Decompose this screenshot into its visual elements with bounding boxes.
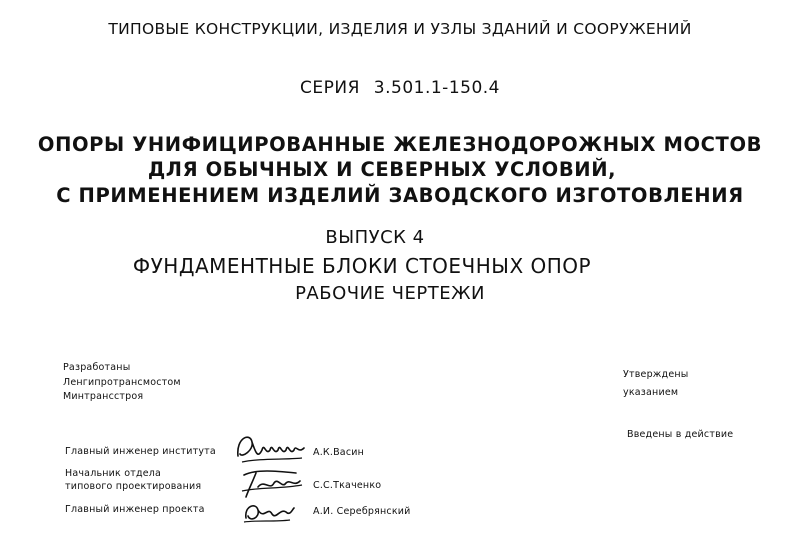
signature-vasin <box>232 428 312 470</box>
staff-2-position-line-1: Начальник отдела <box>65 468 162 479</box>
series-label: СЕРИЯ <box>299 78 360 98</box>
enacted-label: Введены в действие <box>627 429 734 440</box>
staff-3-name: А.И. Серебрянский <box>313 506 411 517</box>
developer-ministry: Минтрансстроя <box>63 391 144 402</box>
signature-serebryansky <box>238 498 298 528</box>
series-line <box>0 78 800 98</box>
issue-name: ФУНДАМЕНТНЫЕ БЛОКИ СТОЕЧНЫХ ОПОР <box>132 254 592 278</box>
staff-1-position: Главный инженер института <box>65 446 216 457</box>
title-line-1: ОПОРЫ УНИФИЦИРОВАННЫЕ ЖЕЛЕЗНОДОРОЖНЫХ МОСТОВ <box>37 133 763 156</box>
developed-label: Разработаны <box>63 362 131 373</box>
header-line: ТИПОВЫЕ КОНСТРУКЦИИ, ИЗДЕЛИЯ И УЗЛЫ ЗДАНИЙ И СООРУЖЕНИЙ <box>108 20 692 38</box>
issue-label: ВЫПУСК 4 <box>325 227 425 248</box>
title-line-3: С ПРИМЕНЕНИЕМ ИЗДЕЛИЙ ЗАВОДСКОГО ИЗГОТОВЛЕНИЯ <box>56 184 744 207</box>
approved-by: указанием <box>623 387 679 398</box>
issue-type: РАБОЧИЕ ЧЕРТЕЖИ <box>295 283 485 304</box>
staff-2-name: С.С.Ткаченко <box>313 480 382 491</box>
series-number: 3.501.1-150.4 <box>373 78 500 98</box>
staff-2-position-line-2: типового проектирования <box>65 481 202 492</box>
staff-1-name: А.К.Васин <box>313 447 365 458</box>
approved-label: Утверждены <box>623 369 689 380</box>
title-line-2: ДЛЯ ОБЫЧНЫХ И СЕВЕРНЫХ УСЛОВИЙ, <box>147 158 617 181</box>
signature-tkachenko <box>236 467 308 501</box>
staff-3-position: Главный инженер проекта <box>65 504 205 515</box>
developer-org: Ленгипротрансмостом <box>63 377 181 388</box>
